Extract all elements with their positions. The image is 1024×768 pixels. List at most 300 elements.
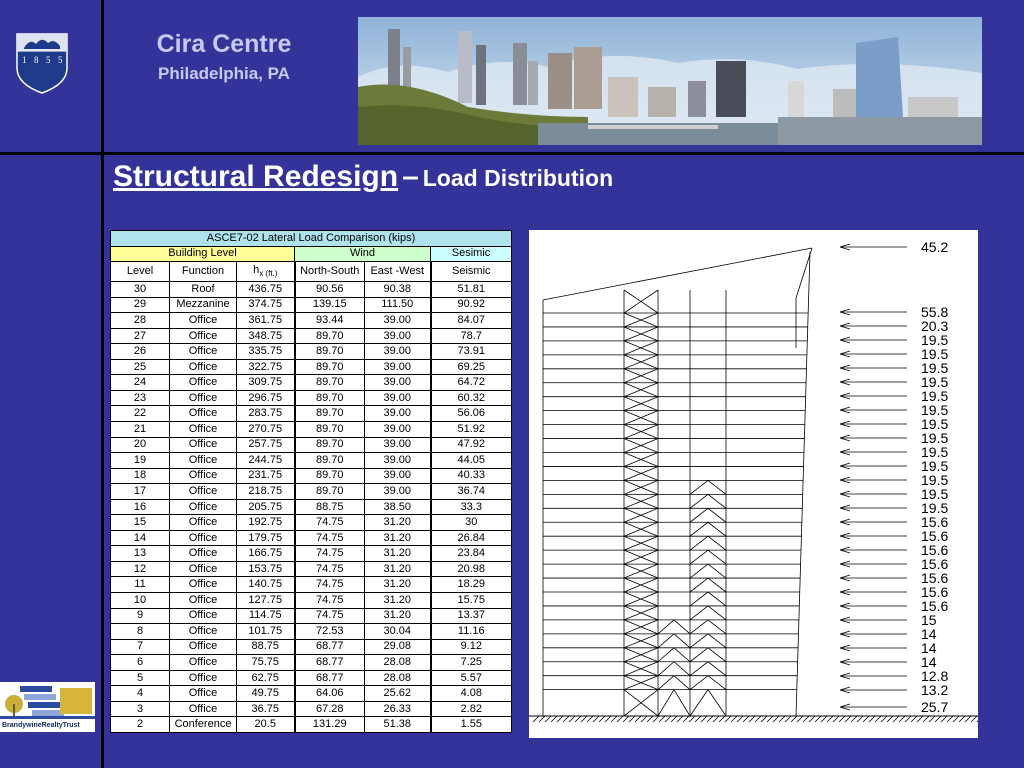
load-label: 19.5 (921, 332, 949, 348)
brandywine-logo (0, 682, 95, 732)
ground-hatch (857, 716, 863, 722)
chevron-brace (658, 676, 674, 690)
group-header-building: Building Level (111, 246, 295, 262)
table-row (111, 515, 512, 531)
ground-hatch (719, 716, 725, 722)
col-header-east-west: East -West (365, 262, 431, 282)
level-cell: 3 (111, 701, 170, 717)
load-label: 15 (921, 612, 937, 628)
level-cell: 15 (111, 515, 170, 531)
load-label: 19.5 (921, 472, 949, 488)
load-label: 19.5 (921, 500, 949, 516)
level-cell: 12 (111, 561, 170, 577)
ground-hatch (977, 716, 978, 722)
function-cell: Office (170, 608, 237, 624)
load-label: 55.8 (921, 304, 949, 320)
wind-ew-cell: 39.00 (365, 390, 431, 406)
seismic-cell: 15.75 (431, 593, 512, 609)
ground-hatch (845, 716, 851, 722)
wind-ns-cell: 68.77 (295, 639, 365, 655)
wind-ns-cell: 139.15 (295, 297, 365, 313)
ground-hatch (869, 716, 875, 722)
level-cell: 28 (111, 313, 170, 329)
hx-subscript: x (ft.) (259, 268, 278, 278)
chevron-brace (708, 662, 726, 676)
col-header-north-south: North-South (295, 262, 365, 282)
seismic-cell: 18.29 (431, 577, 512, 593)
ground-hatch (971, 716, 977, 722)
chevron-brace (690, 550, 708, 564)
seismic-cell: 51.92 (431, 422, 512, 438)
chevron-brace (708, 606, 726, 620)
ground-hatch (791, 716, 797, 722)
function-cell: Office (170, 313, 237, 329)
structural-elevation-diagram (529, 230, 978, 738)
ground-hatch (851, 716, 857, 722)
ground-hatch (887, 716, 893, 722)
ground-hatch (677, 716, 683, 722)
logo-graphic (0, 682, 95, 722)
table-row (111, 670, 512, 686)
ground-hatch (959, 716, 965, 722)
table-row (111, 437, 512, 453)
wind-ew-cell: 39.00 (365, 375, 431, 391)
load-label: 19.5 (921, 374, 949, 390)
ground-hatch (731, 716, 737, 722)
seismic-cell: 9.12 (431, 639, 512, 655)
load-label: 19.5 (921, 416, 949, 432)
ground-hatch (785, 716, 791, 722)
function-cell: Office (170, 686, 237, 702)
ground-hatch (701, 716, 707, 722)
level-cell: 26 (111, 344, 170, 360)
level-cell: 14 (111, 530, 170, 546)
ground-hatch (797, 716, 803, 722)
ground-hatch (947, 716, 953, 722)
table-row (111, 546, 512, 562)
load-label: 19.5 (921, 486, 949, 502)
wind-ew-cell: 28.08 (365, 670, 431, 686)
chevron-brace (690, 578, 708, 592)
chevron-brace (690, 522, 708, 536)
function-cell: Office (170, 655, 237, 671)
seismic-cell: 40.33 (431, 468, 512, 484)
wind-ew-cell: 31.20 (365, 608, 431, 624)
load-label: 15.6 (921, 570, 949, 586)
ground-hatch (641, 716, 647, 722)
wind-ew-cell: 39.00 (365, 484, 431, 500)
wind-ns-cell: 89.70 (295, 375, 365, 391)
chevron-brace (658, 620, 674, 634)
ground-hatch (809, 716, 815, 722)
project-title: Cira Centre (156, 30, 292, 58)
ground-hatch (941, 716, 947, 722)
load-label: 15.6 (921, 584, 949, 600)
level-cell: 29 (111, 297, 170, 313)
wind-ew-cell: 39.00 (365, 313, 431, 329)
height-cell: 348.75 (237, 328, 295, 344)
chevron-brace (674, 648, 690, 662)
load-label: 14 (921, 654, 937, 670)
height-cell: 244.75 (237, 453, 295, 469)
seismic-cell: 73.91 (431, 344, 512, 360)
ground-hatch (539, 716, 545, 722)
chevron-brace (674, 634, 690, 648)
wind-ns-cell: 89.70 (295, 328, 365, 344)
height-cell: 62.75 (237, 670, 295, 686)
ground-hatch (911, 716, 917, 722)
load-label: 15.6 (921, 542, 949, 558)
chevron-brace (674, 662, 690, 676)
slide-title: Structural Redesign (113, 160, 399, 193)
height-cell: 270.75 (237, 422, 295, 438)
seismic-cell: 56.06 (431, 406, 512, 422)
table-row (111, 297, 512, 313)
group-header-seismic: Sesimic (431, 246, 512, 262)
load-label: 14 (921, 640, 937, 656)
wind-ew-cell: 31.20 (365, 593, 431, 609)
wind-ew-cell: 31.20 (365, 546, 431, 562)
table-row (111, 313, 512, 329)
wind-ns-cell: 89.70 (295, 359, 365, 375)
chevron-brace (708, 564, 726, 578)
level-cell: 7 (111, 639, 170, 655)
level-cell: 5 (111, 670, 170, 686)
ground-hatch (563, 716, 569, 722)
table-row (111, 639, 512, 655)
wind-ns-cell: 93.44 (295, 313, 365, 329)
wind-ns-cell: 90.56 (295, 282, 365, 298)
table-row (111, 624, 512, 640)
wind-ns-cell: 131.29 (295, 717, 365, 733)
chevron-brace (708, 536, 726, 550)
table-row (111, 530, 512, 546)
wind-ns-cell: 89.70 (295, 468, 365, 484)
chevron-brace (690, 536, 708, 550)
chevron-brace (690, 620, 708, 634)
ground-hatch (659, 716, 665, 722)
chevron-brace (690, 676, 708, 690)
ground-hatch (665, 716, 671, 722)
ground-hatch (629, 716, 635, 722)
function-cell: Office (170, 437, 237, 453)
function-cell: Office (170, 624, 237, 640)
wind-ns-cell: 89.70 (295, 390, 365, 406)
ground-hatch (575, 716, 581, 722)
chevron-brace (674, 620, 690, 634)
wind-ns-cell: 68.77 (295, 655, 365, 671)
roof-line (543, 248, 812, 300)
function-cell: Office (170, 593, 237, 609)
height-cell: 20.5 (237, 717, 295, 733)
seismic-cell: 36.74 (431, 484, 512, 500)
height-cell: 205.75 (237, 499, 295, 515)
seismic-cell: 5.57 (431, 670, 512, 686)
ground-hatch (803, 716, 809, 722)
chevron-brace (708, 620, 726, 634)
level-cell: 23 (111, 390, 170, 406)
table-row (111, 561, 512, 577)
height-cell: 335.75 (237, 344, 295, 360)
ground-hatch (671, 716, 677, 722)
col-header-seismic: Seismic (431, 262, 512, 282)
chevron-brace (690, 480, 708, 494)
load-label: 20.3 (921, 318, 949, 334)
height-cell: 436.75 (237, 282, 295, 298)
skyline-photo (358, 17, 982, 145)
wind-ew-cell: 39.00 (365, 359, 431, 375)
university-seal-icon (16, 32, 68, 94)
chevron-brace (708, 592, 726, 606)
right-wall (796, 252, 810, 716)
col-header-hx (237, 262, 295, 282)
chevron-brace (658, 648, 674, 662)
chevron-brace (708, 690, 726, 716)
ground-hatch (617, 716, 623, 722)
chevron-brace (690, 494, 708, 508)
height-cell: 192.75 (237, 515, 295, 531)
slide-subtitle: Load Distribution (422, 165, 614, 191)
ground-hatch (557, 716, 563, 722)
ground-hatch (725, 716, 731, 722)
table-row (111, 344, 512, 360)
chevron-brace (708, 508, 726, 522)
level-cell: 11 (111, 577, 170, 593)
load-label: 45.2 (921, 239, 949, 255)
height-cell: 36.75 (237, 701, 295, 717)
load-comparison-table (110, 230, 512, 733)
table-row (111, 328, 512, 344)
table-row (111, 701, 512, 717)
ground-hatch (707, 716, 713, 722)
function-cell: Office (170, 406, 237, 422)
title-dash: – (402, 160, 419, 193)
chevron-brace (690, 662, 708, 676)
seismic-cell: 2.82 (431, 701, 512, 717)
table-row (111, 375, 512, 391)
ground-hatch (653, 716, 659, 722)
wind-ns-cell: 89.70 (295, 422, 365, 438)
table-row (111, 499, 512, 515)
ground-hatch (935, 716, 941, 722)
height-cell: 153.75 (237, 561, 295, 577)
slide-heading (113, 160, 613, 194)
level-cell: 25 (111, 359, 170, 375)
wind-ns-cell: 72.53 (295, 624, 365, 640)
wind-ew-cell: 28.08 (365, 655, 431, 671)
ground-hatch (923, 716, 929, 722)
load-label: 13.2 (921, 682, 949, 698)
ground-hatch (569, 716, 575, 722)
wind-ns-cell: 74.75 (295, 530, 365, 546)
chevron-brace (658, 690, 674, 716)
function-cell: Mezzanine (170, 297, 237, 313)
function-cell: Office (170, 422, 237, 438)
function-cell: Office (170, 577, 237, 593)
function-cell: Office (170, 701, 237, 717)
chevron-brace (708, 676, 726, 690)
ground-hatch (755, 716, 761, 722)
seismic-cell: 13.37 (431, 608, 512, 624)
wind-ew-cell: 39.00 (365, 468, 431, 484)
load-label: 12.8 (921, 668, 949, 684)
ground-hatch (749, 716, 755, 722)
seismic-cell: 78.7 (431, 328, 512, 344)
wind-ew-cell: 30.04 (365, 624, 431, 640)
chevron-brace (690, 648, 708, 662)
table-row (111, 422, 512, 438)
seismic-cell: 30 (431, 515, 512, 531)
seismic-cell: 51.81 (431, 282, 512, 298)
load-label: 19.5 (921, 430, 949, 446)
ground-hatch (821, 716, 827, 722)
seismic-cell: 90.92 (431, 297, 512, 313)
ground-hatch (917, 716, 923, 722)
table-row (111, 717, 512, 733)
function-cell: Office (170, 499, 237, 515)
chevron-brace (708, 480, 726, 494)
chevron-brace (690, 508, 708, 522)
chevron-brace (708, 634, 726, 648)
ground-hatch (929, 716, 935, 722)
load-label: 19.5 (921, 458, 949, 474)
chevron-brace (658, 662, 674, 676)
level-cell: 4 (111, 686, 170, 702)
chevron-brace (708, 550, 726, 564)
ground-hatch (965, 716, 971, 722)
seal-digit: 8 (34, 55, 39, 65)
height-cell: 361.75 (237, 313, 295, 329)
wind-ew-cell: 111.50 (365, 297, 431, 313)
level-cell: 6 (111, 655, 170, 671)
height-cell: 114.75 (237, 608, 295, 624)
table-row (111, 655, 512, 671)
wind-ns-cell: 89.70 (295, 437, 365, 453)
wind-ew-cell: 39.00 (365, 422, 431, 438)
seismic-cell: 47.92 (431, 437, 512, 453)
wind-ew-cell: 39.00 (365, 344, 431, 360)
seismic-cell: 84.07 (431, 313, 512, 329)
function-cell: Office (170, 344, 237, 360)
project-location: Philadelphia, PA (158, 64, 290, 83)
group-header-wind: Wind (295, 246, 431, 262)
ground-hatch (587, 716, 593, 722)
wind-ew-cell: 31.20 (365, 577, 431, 593)
ground-hatch (713, 716, 719, 722)
ground-hatch (623, 716, 629, 722)
chevron-brace (690, 592, 708, 606)
height-cell: 309.75 (237, 375, 295, 391)
ground-hatch (635, 716, 641, 722)
seismic-cell: 7.25 (431, 655, 512, 671)
height-cell: 257.75 (237, 437, 295, 453)
height-cell: 140.75 (237, 577, 295, 593)
seismic-cell: 64.72 (431, 375, 512, 391)
seal-digit: 5 (58, 55, 63, 65)
wind-ew-cell: 31.20 (365, 515, 431, 531)
table-row (111, 468, 512, 484)
table-row (111, 282, 512, 298)
ground-hatch (599, 716, 605, 722)
ground-hatch (863, 716, 869, 722)
chevron-brace (690, 690, 708, 716)
ground-hatch (833, 716, 839, 722)
height-cell: 231.75 (237, 468, 295, 484)
table-caption: ASCE7-02 Lateral Load Comparison (kips) (111, 231, 512, 247)
table-row (111, 453, 512, 469)
wind-ew-cell: 39.00 (365, 453, 431, 469)
height-cell: 374.75 (237, 297, 295, 313)
level-cell: 2 (111, 717, 170, 733)
level-cell: 22 (111, 406, 170, 422)
level-cell: 19 (111, 453, 170, 469)
ground-hatch (779, 716, 785, 722)
wind-ns-cell: 74.75 (295, 515, 365, 531)
height-cell: 88.75 (237, 639, 295, 655)
ground-hatch (551, 716, 557, 722)
load-label: 19.5 (921, 388, 949, 404)
seal-digit: 5 (46, 55, 51, 65)
table-row (111, 484, 512, 500)
logo-text: BrandywineRealtyTrust (2, 722, 80, 729)
hx-label: h (253, 263, 260, 276)
level-cell: 13 (111, 546, 170, 562)
level-cell: 27 (111, 328, 170, 344)
load-label: 19.5 (921, 360, 949, 376)
height-cell: 49.75 (237, 686, 295, 702)
chevron-brace (708, 578, 726, 592)
ground-hatch (743, 716, 749, 722)
level-cell: 9 (111, 608, 170, 624)
function-cell: Conference (170, 717, 237, 733)
wind-ew-cell: 39.00 (365, 406, 431, 422)
ground-hatch (875, 716, 881, 722)
ground-hatch (893, 716, 899, 722)
table-row (111, 608, 512, 624)
chevron-brace (708, 494, 726, 508)
wind-ns-cell: 74.75 (295, 577, 365, 593)
table-row (111, 359, 512, 375)
function-cell: Office (170, 639, 237, 655)
load-label: 25.7 (921, 699, 949, 715)
wind-ns-cell: 64.06 (295, 686, 365, 702)
seismic-cell: 1.55 (431, 717, 512, 733)
seismic-cell: 26.84 (431, 530, 512, 546)
seismic-cell: 23.84 (431, 546, 512, 562)
ground-hatch (767, 716, 773, 722)
ground-hatch (953, 716, 959, 722)
wind-ew-cell: 90.38 (365, 282, 431, 298)
seismic-cell: 4.08 (431, 686, 512, 702)
load-label: 15.6 (921, 514, 949, 530)
function-cell: Office (170, 375, 237, 391)
ground-hatch (695, 716, 701, 722)
function-cell: Office (170, 484, 237, 500)
wind-ew-cell: 51.38 (365, 717, 431, 733)
ground-hatch (905, 716, 911, 722)
chevron-brace (674, 676, 690, 690)
function-cell: Office (170, 530, 237, 546)
ground-hatch (773, 716, 779, 722)
level-cell: 8 (111, 624, 170, 640)
level-cell: 30 (111, 282, 170, 298)
seismic-cell: 11.16 (431, 624, 512, 640)
function-cell: Roof (170, 282, 237, 298)
ground-hatch (839, 716, 845, 722)
function-cell: Office (170, 561, 237, 577)
col-header-level: Level (111, 262, 170, 282)
function-cell: Office (170, 515, 237, 531)
